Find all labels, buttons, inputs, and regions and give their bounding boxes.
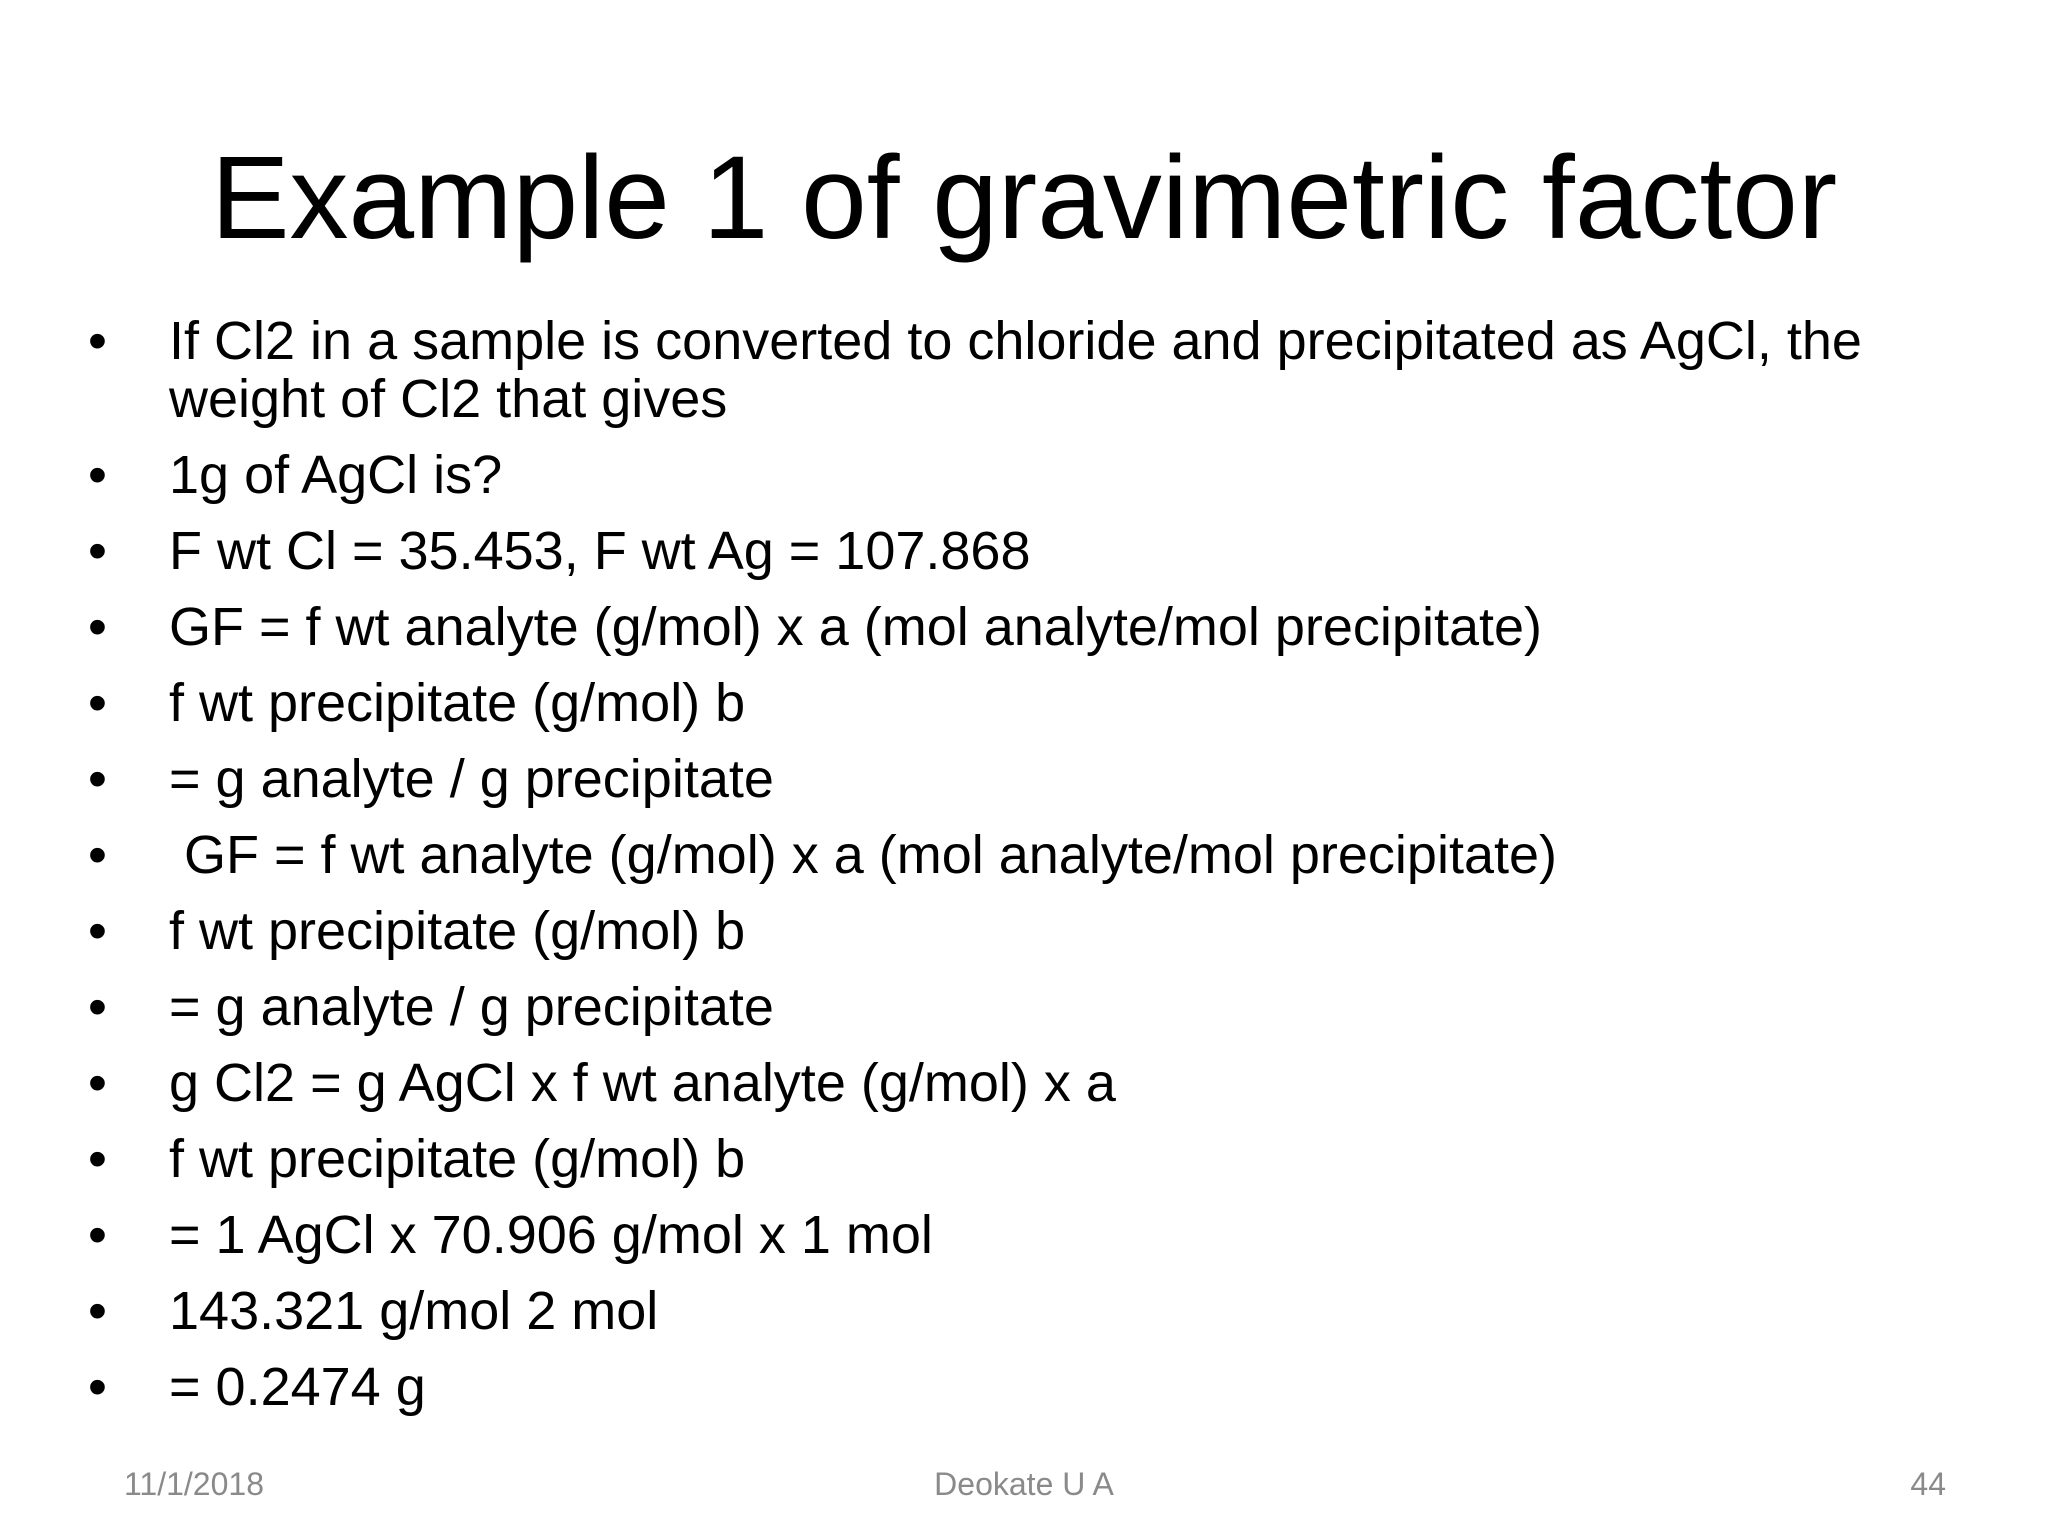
footer-author: Deokate U A — [934, 1466, 1114, 1502]
slide-title: Example 1 of gravimetric factor — [210, 132, 1838, 264]
bullet-item: • = g analyte / g precipitate — [88, 978, 1988, 1036]
bullet-item: • F wt Cl = 35.453, F wt Ag = 107.868 — [88, 522, 1988, 580]
bullet-item: • f wt precipitate (g/mol) b — [88, 902, 1988, 960]
footer-date: 11/1/2018 — [124, 1466, 264, 1502]
bullet-item: • g Cl2 = g AgCl x f wt analyte (g/mol) x a — [88, 1054, 1988, 1112]
bullet-item: • f wt precipitate (g/mol) b — [88, 1130, 1988, 1188]
bullet-item: • f wt precipitate (g/mol) b — [88, 674, 1988, 732]
bullet-item: • 1g of AgCl is? — [88, 446, 1988, 504]
bullet-item: • If Cl2 in a sample is converted to chloride and precipitated as AgCl, the weight of Cl2 that gives — [88, 312, 1988, 428]
bullet-item: • = g analyte / g precipitate — [88, 750, 1988, 808]
footer-page-number: 44 — [1910, 1466, 1946, 1502]
bullet-item: • = 1 AgCl x 70.906 g/mol x 1 mol — [88, 1206, 1988, 1264]
bullet-list — [88, 312, 1988, 1434]
bullet-item: • = 0.2474 g — [88, 1358, 1988, 1416]
bullet-item: • GF = f wt analyte (g/mol) x a (mol analyte/mol precipitate) — [88, 826, 1988, 884]
bullet-item: • 143.321 g/mol 2 mol — [88, 1282, 1988, 1340]
bullet-item: • GF = f wt analyte (g/mol) x a (mol analyte/mol precipitate) — [88, 598, 1988, 656]
